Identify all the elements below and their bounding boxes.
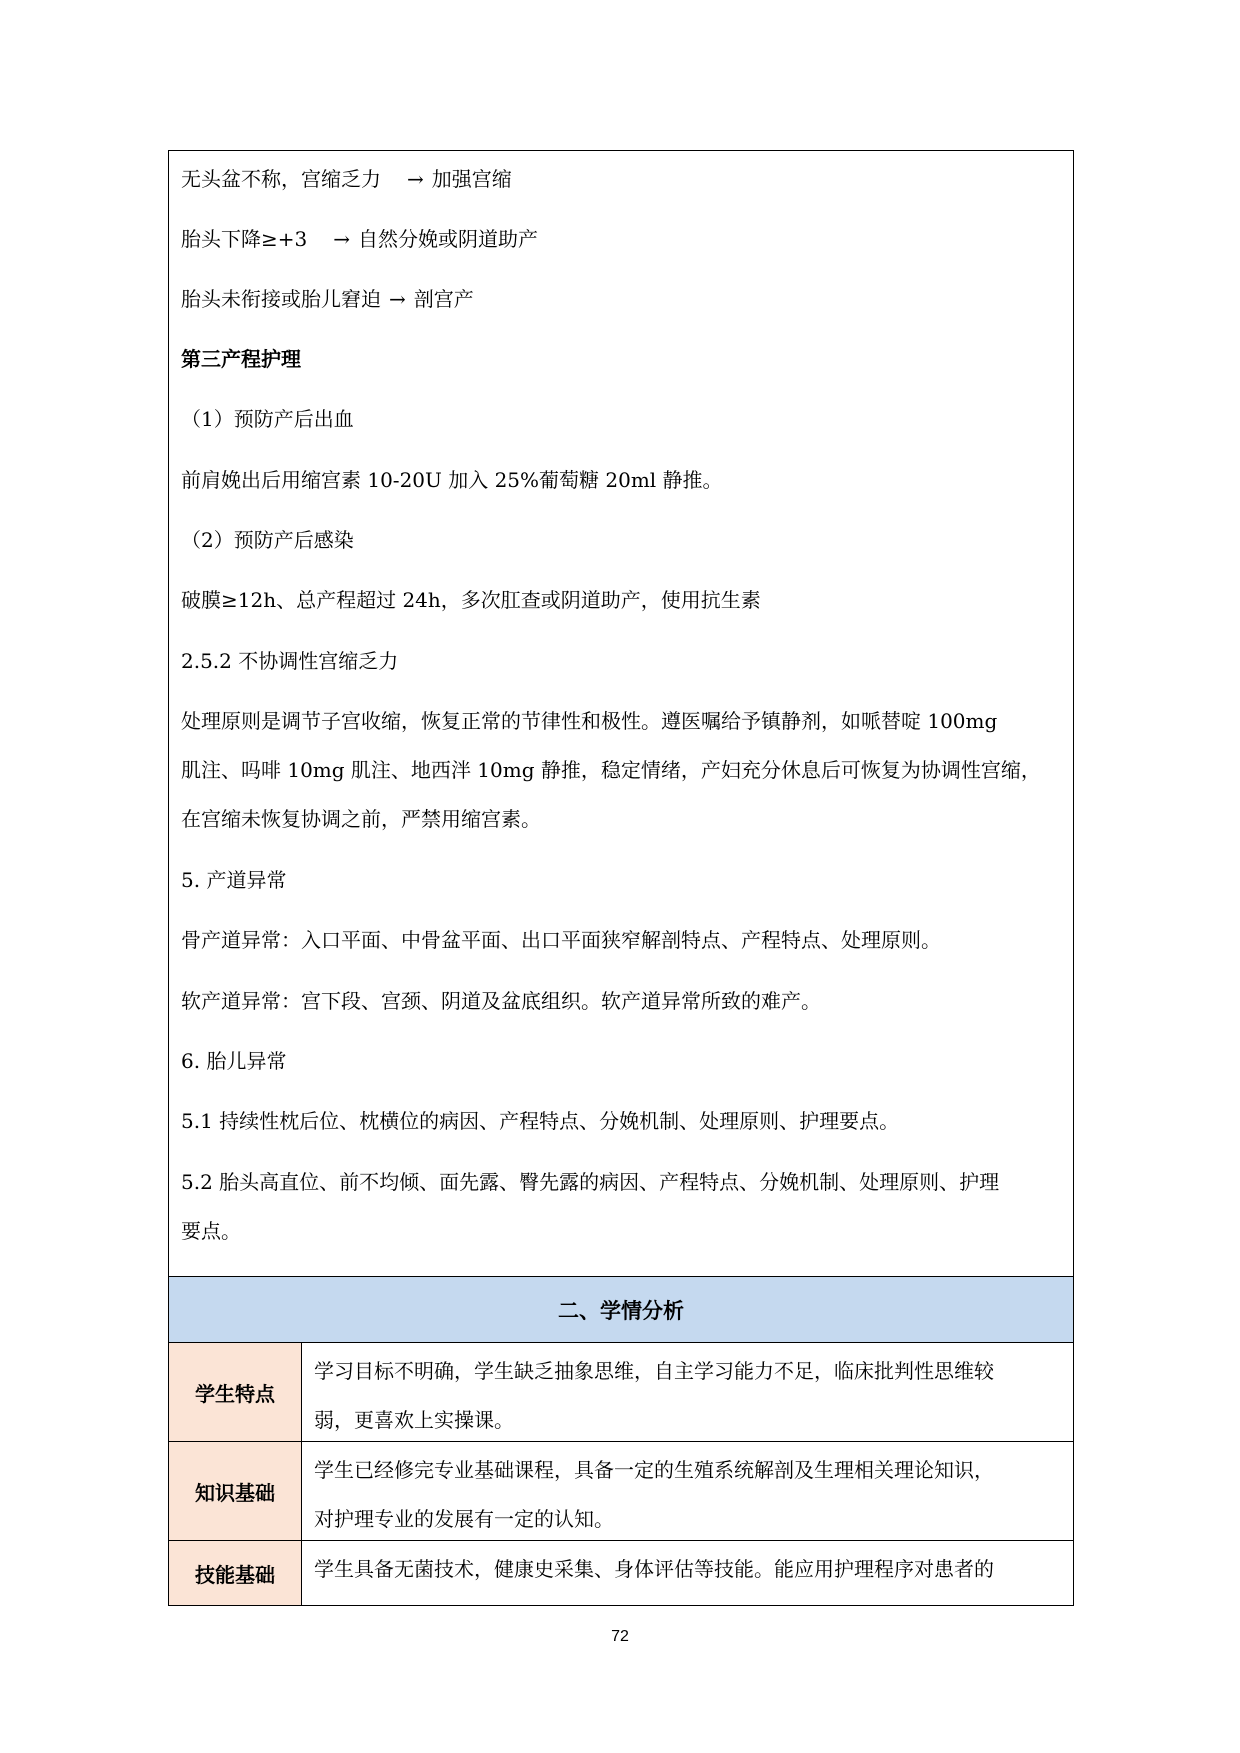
content-line: 6. 胎儿异常 xyxy=(181,1049,287,1073)
row-text: 学生已经修完专业基础课程，具备一定的生殖系统解剖及生理相关理论知识， 对护理专业的发展有一定的认知。 xyxy=(314,1458,994,1531)
content-line: 无头盆不称，宫缩乏力 → 加强宫缩 xyxy=(181,167,512,191)
row-text: 学生具备无菌技术，健康史采集、身体评估等技能。能应用护理程序对患者的 xyxy=(314,1557,994,1581)
content-line: 胎头下降≥+3 → 自然分娩或阴道助产 xyxy=(181,227,539,251)
content-line: 5.2 胎头高直位、前不均倾、面先露、臀先露的病因、产程特点、分娩机制、处理原则、护理 xyxy=(181,1170,1000,1194)
page-number: 72 xyxy=(611,1628,629,1645)
content-line: （1）预防产后出血 xyxy=(181,407,354,431)
subheading: 第三产程护理 xyxy=(181,347,301,371)
content-line: 软产道异常：宫下段、宫颈、阴道及盆底组织。软产道异常所致的难产。 xyxy=(181,989,821,1013)
row-text: 学习目标不明确，学生缺乏抽象思维，自主学习能力不足，临床批判性思维较 弱，更喜欢上实操课。 xyxy=(314,1359,994,1432)
content-line: 2.5.2 不协调性宫缩乏力 xyxy=(181,649,399,673)
lesson-plan-table xyxy=(168,150,1074,1606)
content-line: 在宫缩未恢复协调之前，严禁用缩宫素。 xyxy=(181,807,541,831)
content-line: 胎头未衔接或胎儿窘迫 → 剖宫产 xyxy=(181,287,474,311)
table-row xyxy=(169,1343,1073,1442)
table-row xyxy=(169,1541,1073,1605)
row-label: 知识基础 xyxy=(169,1442,302,1540)
teaching-content-cell xyxy=(169,151,1073,1277)
content-line: 骨产道异常：入口平面、中骨盆平面、出口平面狭窄解剖特点、产程特点、处理原则。 xyxy=(181,928,941,952)
row-label: 技能基础 xyxy=(169,1541,302,1605)
table-row xyxy=(169,1442,1073,1541)
content-line: 5.1 持续性枕后位、枕横位的病因、产程特点、分娩机制、处理原则、护理要点。 xyxy=(181,1109,900,1133)
row-label: 学生特点 xyxy=(169,1343,302,1441)
content-line: 肌注、吗啡 10mg 肌注、地西泮 10mg 静推，稳定情绪，产妇充分休息后可恢复为协调性宫缩， xyxy=(181,758,1041,782)
content-line: 破膜≥12h、总产程超过 24h，多次肛查或阴道助产，使用抗生素 xyxy=(181,588,761,612)
content-line: 5. 产道异常 xyxy=(181,868,287,892)
content-line: 前肩娩出后用缩宫素 10-20U 加入 25%葡萄糖 20ml 静推。 xyxy=(181,468,723,492)
content-line: 要点。 xyxy=(181,1219,241,1243)
section-header: 二、学情分析 xyxy=(169,1277,1073,1343)
content-line: 处理原则是调节子宫收缩，恢复正常的节律性和极性。遵医嘱给予镇静剂，如哌替啶 100mg xyxy=(181,709,998,733)
content-line: （2）预防产后感染 xyxy=(181,528,354,552)
